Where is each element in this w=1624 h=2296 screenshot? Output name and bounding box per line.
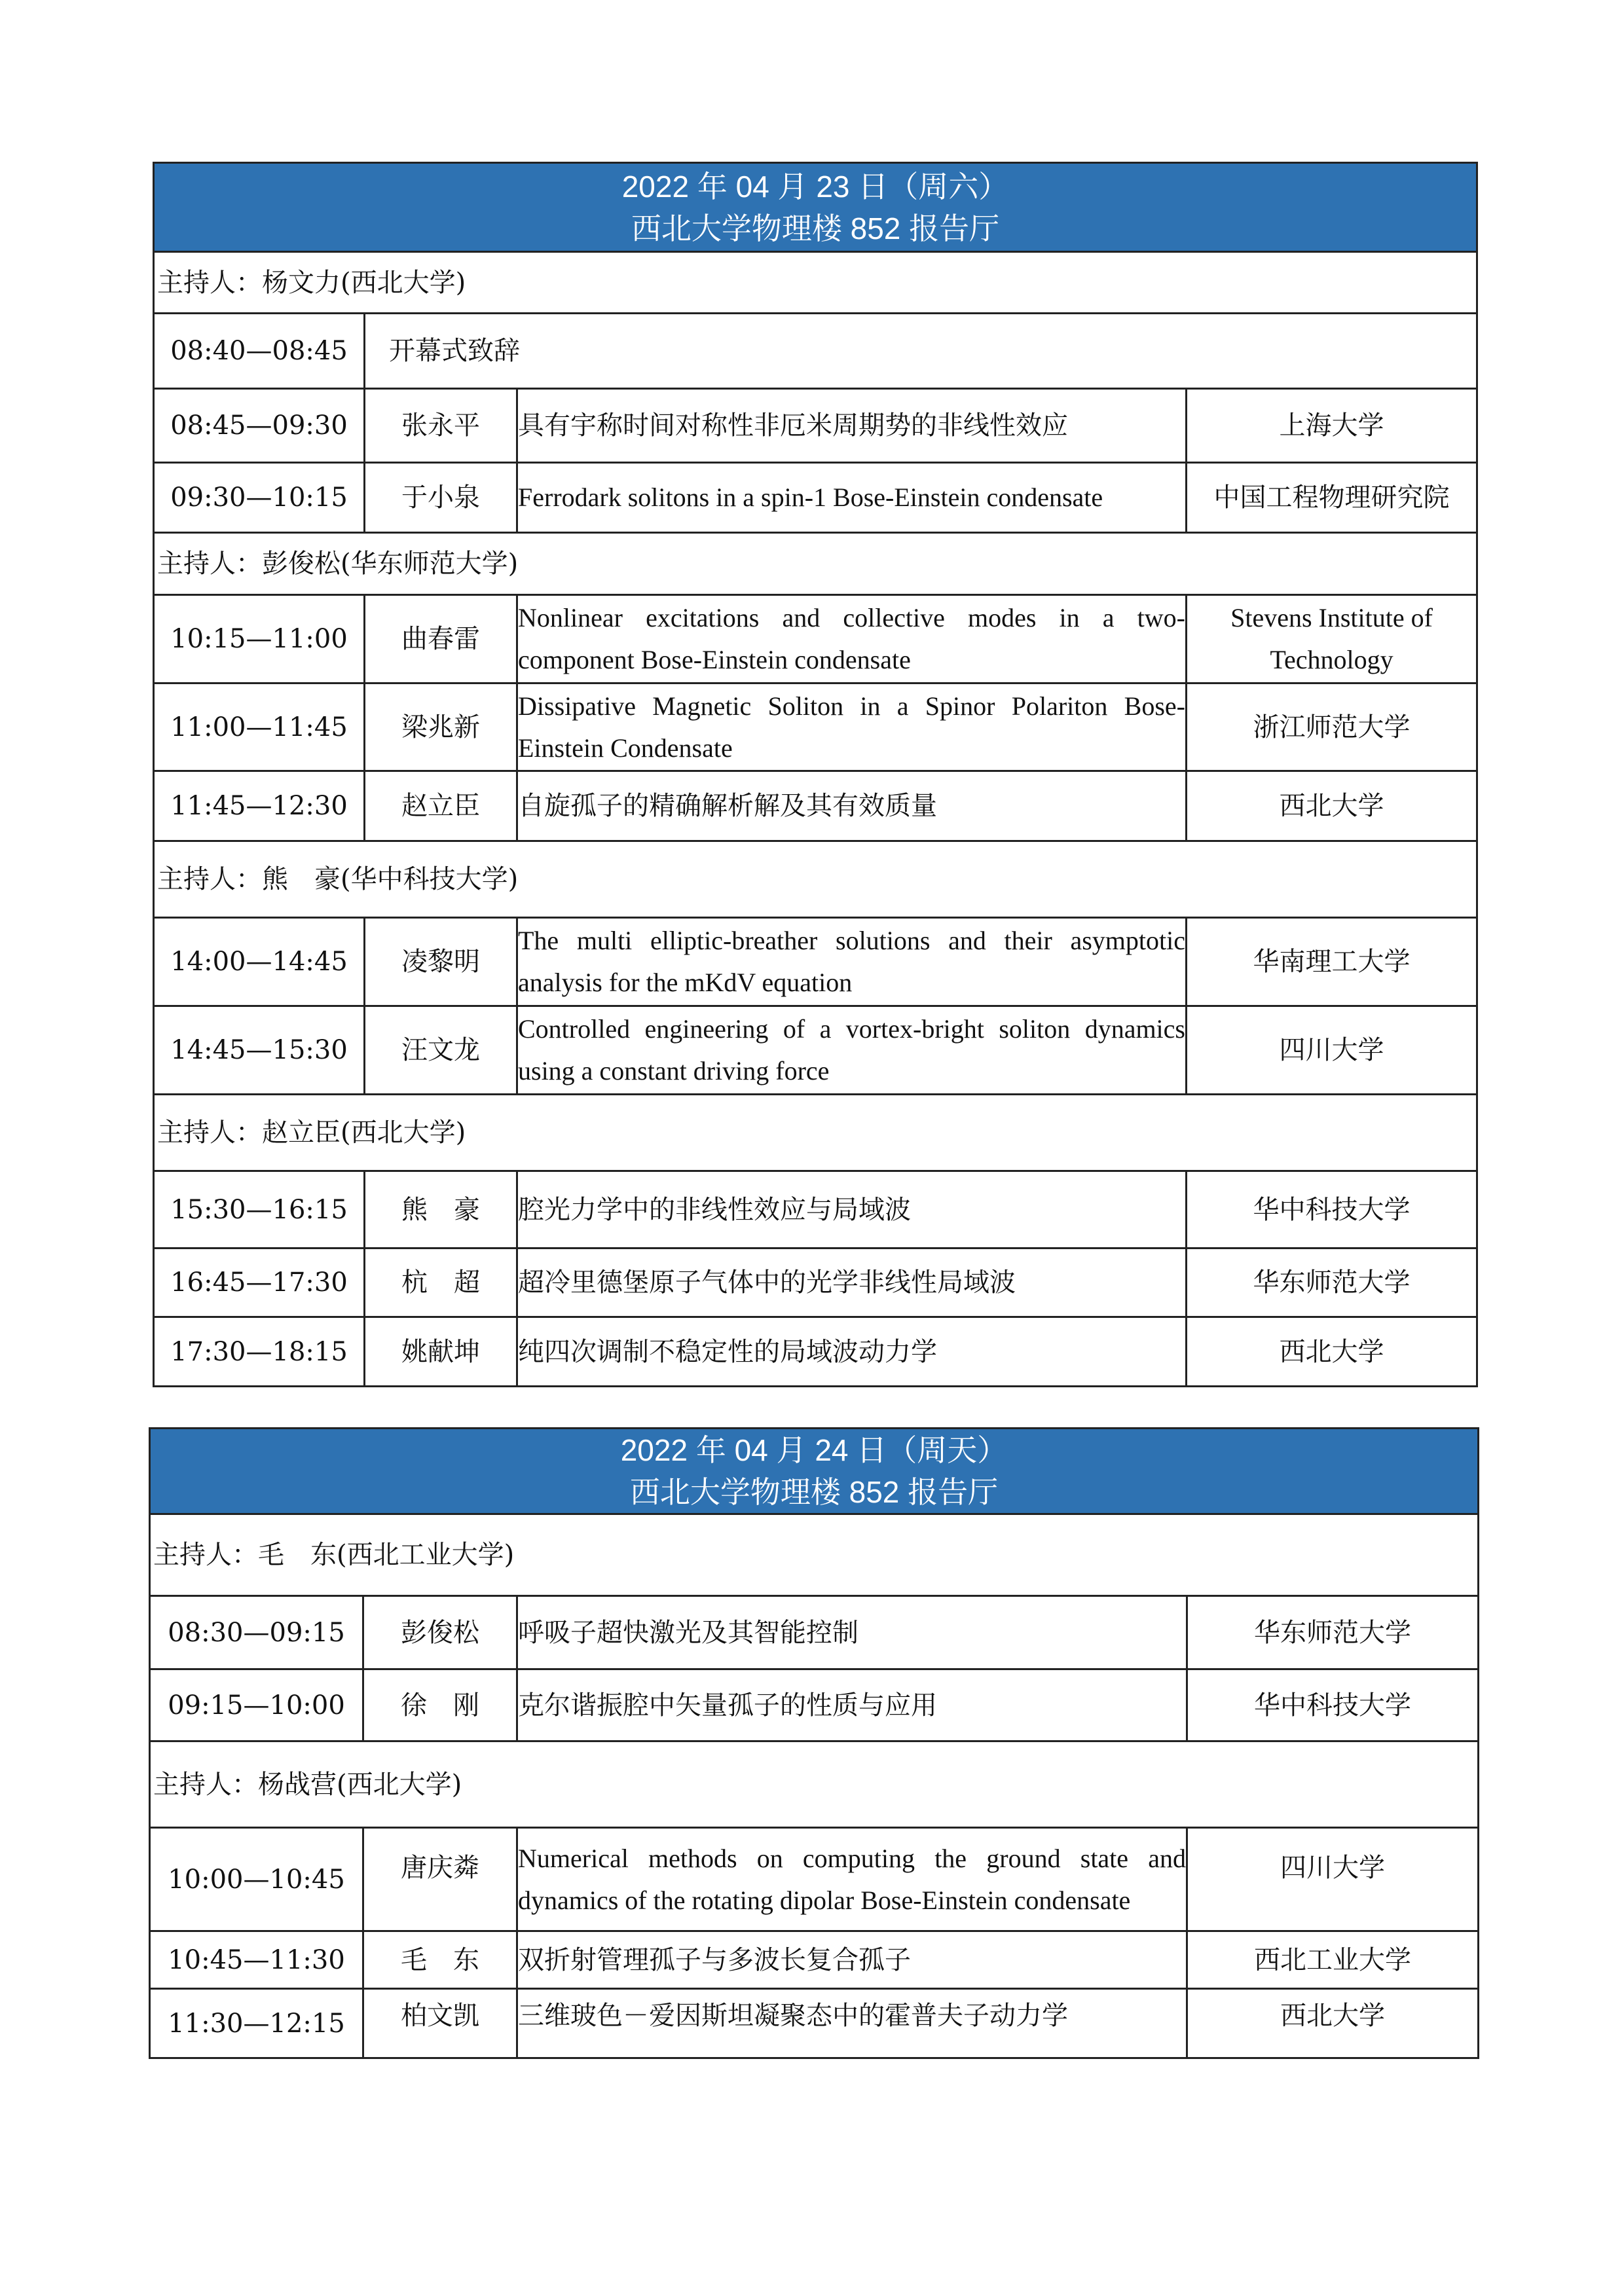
day-date: 2022 年 04 月 23 日（周六）	[621, 169, 1009, 204]
moderator-row	[150, 1514, 1479, 1596]
talk-title: 腔光力学中的非线性效应与局域波	[517, 1171, 1187, 1248]
moderator-row	[154, 1095, 1477, 1171]
talk-affiliation: 上海大学	[1187, 389, 1477, 463]
talk-row	[154, 771, 1477, 841]
talk-affiliation: Stevens Institute of Technology	[1187, 595, 1477, 683]
talk-title: 克尔谐振腔中矢量孤子的性质与应用	[517, 1669, 1187, 1741]
talk-speaker: 张永平	[365, 389, 517, 463]
talk-row	[154, 918, 1477, 1006]
talk-row	[150, 1828, 1479, 1931]
talk-speaker: 凌黎明	[365, 918, 517, 1006]
talk-time: 10:15—11:00	[154, 595, 365, 683]
talk-title: Numerical methods on computing the ground state and dynamics of the rotating dipolar Bose-Einstein condensate	[517, 1828, 1187, 1931]
talk-row	[150, 1669, 1479, 1741]
day-header-cell	[150, 1429, 1479, 1514]
day-header-cell	[154, 163, 1477, 252]
day-venue: 西北大学物理楼 852 报告厅	[629, 1475, 999, 1509]
talk-speaker: 杭 超	[365, 1248, 517, 1317]
talk-affiliation: 西北工业大学	[1187, 1931, 1479, 1989]
talk-row	[154, 1317, 1477, 1387]
talk-speaker: 唐庆粦	[363, 1828, 517, 1931]
talk-time: 16:45—17:30	[154, 1248, 365, 1317]
day-venue: 西北大学物理楼 852 报告厅	[631, 211, 1000, 246]
talk-speaker: 赵立臣	[365, 771, 517, 841]
talk-time: 08:45—09:30	[154, 389, 365, 463]
moderator-label: 主持人：彭俊松(华东师范大学)	[154, 533, 1477, 595]
talk-title: Nonlinear excitations and collective modes in a two-component Bose-Einstein condensate	[517, 595, 1187, 683]
moderator-row	[154, 533, 1477, 595]
talk-title: 开幕式致辞	[365, 314, 1477, 389]
talk-affiliation: 四川大学	[1187, 1828, 1479, 1931]
schedule-table-day2	[149, 1427, 1479, 2059]
talk-time: 11:45—12:30	[154, 771, 365, 841]
talk-row	[154, 595, 1477, 683]
talk-affiliation: 中国工程物理研究院	[1187, 463, 1477, 533]
talk-affiliation: 西北大学	[1187, 1317, 1477, 1387]
talk-title: 自旋孤子的精确解析解及其有效质量	[517, 771, 1187, 841]
talk-row	[154, 1171, 1477, 1248]
moderator-label: 主持人：赵立臣(西北大学)	[154, 1095, 1477, 1171]
talk-speaker: 汪文龙	[365, 1006, 517, 1095]
day-date: 2022 年 04 月 24 日（周天）	[620, 1433, 1008, 1467]
talk-time: 14:00—14:45	[154, 918, 365, 1006]
talk-time: 08:30—09:15	[150, 1596, 363, 1669]
talk-row	[150, 1989, 1479, 2058]
talk-title: 超冷里德堡原子气体中的光学非线性局域波	[517, 1248, 1187, 1317]
moderator-label: 主持人：杨战营(西北大学)	[150, 1741, 1479, 1828]
talk-row	[154, 1248, 1477, 1317]
talk-time: 09:15—10:00	[150, 1669, 363, 1741]
talk-title: Controlled engineering of a vortex-bright soliton dynamics using a constant driving force	[517, 1006, 1187, 1095]
talk-speaker: 梁兆新	[365, 683, 517, 771]
talk-row	[154, 1006, 1477, 1095]
talk-affiliation: 四川大学	[1187, 1006, 1477, 1095]
talk-title: 双折射管理孤子与多波长复合孤子	[517, 1931, 1187, 1989]
talk-time: 10:00—10:45	[150, 1828, 363, 1931]
talk-affiliation: 西北大学	[1187, 771, 1477, 841]
moderator-row	[154, 841, 1477, 918]
talk-affiliation: 西北大学	[1187, 1989, 1479, 2058]
talk-time: 08:40—08:45	[154, 314, 365, 389]
talk-speaker: 姚献坤	[365, 1317, 517, 1387]
talk-row	[154, 463, 1477, 533]
talk-time: 17:30—18:15	[154, 1317, 365, 1387]
talk-row	[154, 314, 1477, 389]
talk-speaker: 毛 东	[363, 1931, 517, 1989]
talk-time: 09:30—10:15	[154, 463, 365, 533]
moderator-row	[150, 1741, 1479, 1828]
talk-affiliation: 浙江师范大学	[1187, 683, 1477, 771]
moderator-label: 主持人：熊 豪(华中科技大学)	[154, 841, 1477, 918]
talk-title: 具有宇称时间对称性非厄米周期势的非线性效应	[517, 389, 1187, 463]
talk-affiliation: 华东师范大学	[1187, 1596, 1479, 1669]
talk-row	[154, 683, 1477, 771]
moderator-label: 主持人：杨文力(西北大学)	[154, 252, 1477, 314]
talk-speaker: 曲春雷	[365, 595, 517, 683]
talk-title: 纯四次调制不稳定性的局域波动力学	[517, 1317, 1187, 1387]
moderator-label: 主持人：毛 东(西北工业大学)	[150, 1514, 1479, 1596]
talk-speaker: 彭俊松	[363, 1596, 517, 1669]
talk-time: 15:30—16:15	[154, 1171, 365, 1248]
talk-row	[150, 1931, 1479, 1989]
talk-title: 呼吸子超快激光及其智能控制	[517, 1596, 1187, 1669]
talk-title: Ferrodark solitons in a spin-1 Bose-Einstein condensate	[517, 463, 1187, 533]
talk-title: The multi elliptic-breather solutions and their asymptotic analysis for the mKdV equation	[517, 918, 1187, 1006]
talk-row	[150, 1596, 1479, 1669]
talk-time: 11:00—11:45	[154, 683, 365, 771]
day-header	[154, 163, 1477, 252]
moderator-row	[154, 252, 1477, 314]
talk-title: Dissipative Magnetic Soliton in a Spinor Polariton Bose-Einstein Condensate	[517, 683, 1187, 771]
talk-time: 11:30—12:15	[150, 1989, 363, 2058]
talk-speaker: 熊 豪	[365, 1171, 517, 1248]
day-header	[150, 1429, 1479, 1514]
talk-time: 14:45—15:30	[154, 1006, 365, 1095]
talk-time: 10:45—11:30	[150, 1931, 363, 1989]
talk-speaker: 柏文凯	[363, 1989, 517, 2058]
talk-row	[154, 389, 1477, 463]
talk-affiliation: 华东师范大学	[1187, 1248, 1477, 1317]
talk-speaker: 徐 刚	[363, 1669, 517, 1741]
talk-speaker: 于小泉	[365, 463, 517, 533]
talk-affiliation: 华中科技大学	[1187, 1669, 1479, 1741]
talk-affiliation: 华中科技大学	[1187, 1171, 1477, 1248]
schedule-table-day1	[153, 162, 1478, 1387]
talk-affiliation: 华南理工大学	[1187, 918, 1477, 1006]
talk-title: 三维玻色－爱因斯坦凝聚态中的霍普夫子动力学	[517, 1989, 1187, 2058]
